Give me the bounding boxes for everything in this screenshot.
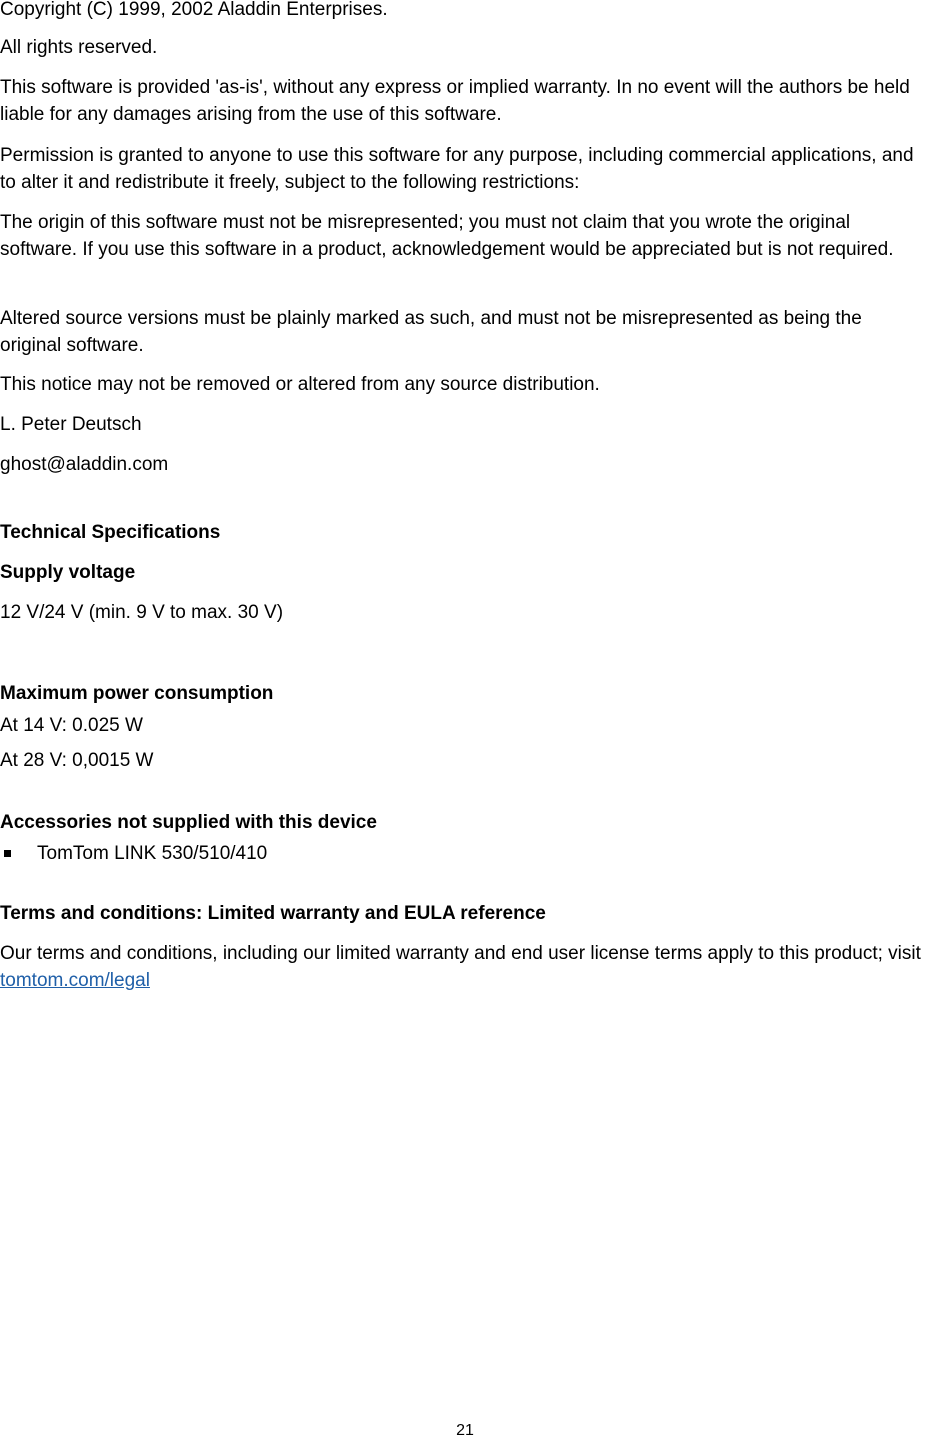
power-consumption-heading: Maximum power consumption <box>0 683 274 704</box>
notice-paragraph: This notice may not be removed or altered from any source distribution. <box>0 374 600 395</box>
copyright-line: Copyright (C) 1999, 2002 Aladdin Enterprises. <box>0 0 388 20</box>
warranty-paragraph: This software is provided 'as-is', without any express or implied warranty. In no event will the authors be held liable for any damages arising from the use of this software. <box>0 77 910 125</box>
terms-text: Our terms and conditions, including our limited warranty and end user license terms apply to this product; visit <box>0 943 921 964</box>
supply-voltage-heading: Supply voltage <box>0 562 136 583</box>
tomtom-legal-link[interactable]: tomtom.com/legal <box>0 970 150 991</box>
accessory-item-label: TomTom LINK 530/510/410 <box>37 843 268 864</box>
terms-paragraph <box>0 940 928 994</box>
page-number: 21 <box>456 1422 474 1439</box>
origin-restriction-paragraph: The origin of this software must not be misrepresented; you must not claim that you wrote the original software. If you use this software in a product, acknowledgement would be appreciated but is not required. <box>0 212 894 260</box>
rights-reserved-line: All rights reserved. <box>0 37 158 58</box>
power-consumption-28v: At 28 V: 0,0015 W <box>0 750 154 771</box>
accessories-heading: Accessories not supplied with this device <box>0 812 377 833</box>
accessory-list-item <box>0 840 928 867</box>
altered-versions-paragraph: Altered source versions must be plainly marked as such, and must not be misrepresented as being the original software. <box>0 308 862 356</box>
bullet-square-icon <box>4 850 11 857</box>
power-consumption-14v: At 14 V: 0.025 W <box>0 715 143 736</box>
author-email: ghost@aladdin.com <box>0 454 169 475</box>
technical-specifications-heading: Technical Specifications <box>0 522 221 543</box>
supply-voltage-value: 12 V/24 V (min. 9 V to max. 30 V) <box>0 602 284 623</box>
terms-heading: Terms and conditions: Limited warranty and EULA reference <box>0 903 546 924</box>
permission-paragraph: Permission is granted to anyone to use this software for any purpose, including commercial applications, and to alter it and redistribute it freely, subject to the following restrictions: <box>0 145 914 193</box>
author-name: L. Peter Deutsch <box>0 414 142 435</box>
